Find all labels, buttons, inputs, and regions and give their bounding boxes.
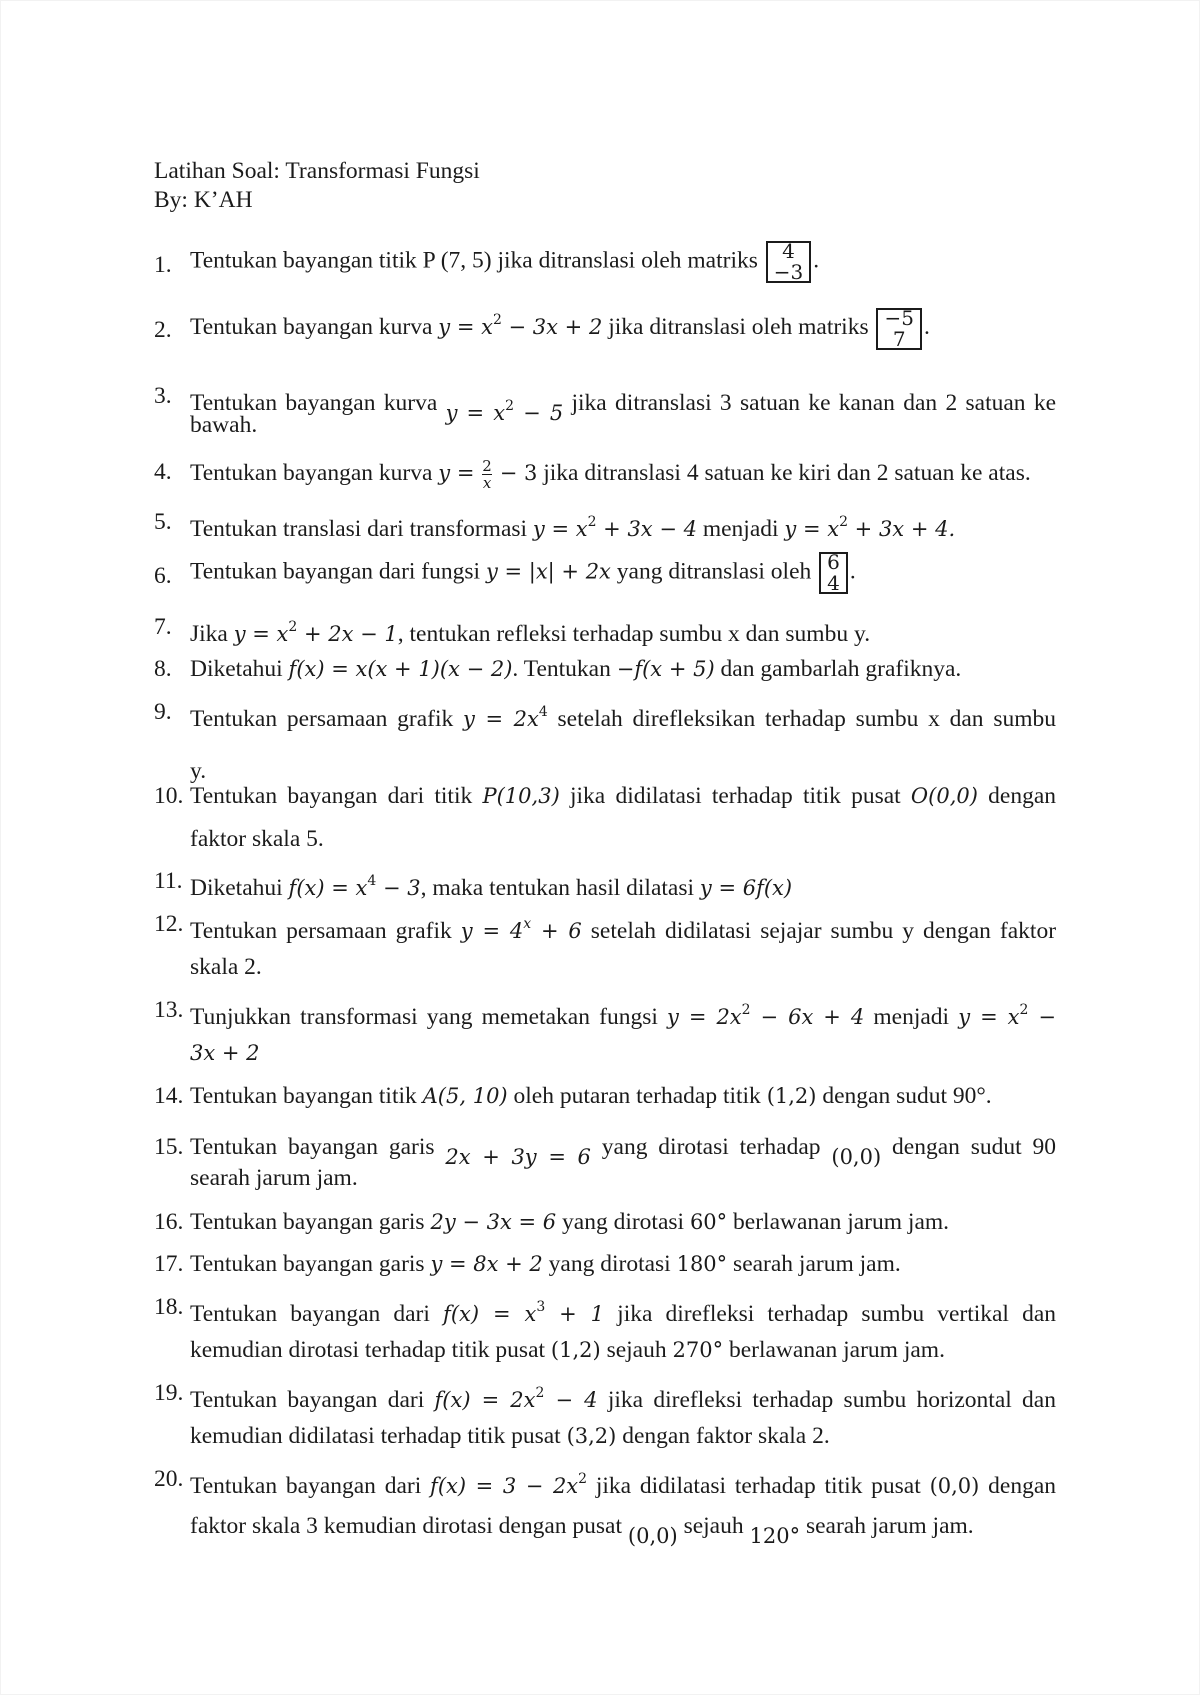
math-expression: A(5, 10) xyxy=(422,1084,508,1108)
question-16 xyxy=(190,1208,949,1236)
math-expression: $y = x^2$ − xyxy=(958,1002,1057,1029)
item-number: 11. xyxy=(154,868,183,894)
question-text: Tentukan bayangan kurva xyxy=(190,390,438,416)
math-expression: 2x + 3y = 6 xyxy=(445,1145,591,1169)
question-text: Tentukan bayangan garis xyxy=(190,1209,425,1235)
item-number: 17. xyxy=(154,1251,184,1277)
question-text: Tentukan bayangan titik P (7, 5) jika ditranslasi oleh matriks xyxy=(190,247,758,274)
math-expression: f(x) = x(x + 1)(x − 2) xyxy=(288,657,513,681)
math-expression: (0,0) xyxy=(831,1145,882,1169)
math-expression: 60° xyxy=(689,1210,728,1234)
question-text: dengan xyxy=(988,783,1057,809)
item-number: 3. xyxy=(154,383,172,409)
question-13-cont: 3x + 2 xyxy=(190,1041,260,1065)
question-text: faktor skala 3 kemudian dirotasi dengan pusat xyxy=(190,1513,623,1539)
question-14 xyxy=(190,1082,992,1110)
question-text: Tentukan bayangan dari titik xyxy=(190,783,473,809)
math-expression: (0,0) xyxy=(627,1524,678,1548)
item-number: 14. xyxy=(154,1083,184,1109)
math-expression: (1,2) xyxy=(550,1338,601,1362)
question-20-cont xyxy=(190,1512,974,1548)
question-text: kemudian dirotasi terhadap titik pusat xyxy=(190,1337,546,1363)
math-expression: $y = 2x^4$ xyxy=(463,704,548,731)
question-text: searah jarum jam. xyxy=(805,1513,974,1539)
document-title: Latihan Soal: Transformasi Fungsi xyxy=(154,158,480,184)
question-text: yang dirotasi terhadap xyxy=(601,1134,821,1160)
item-number: 4. xyxy=(154,459,172,485)
question-3-cont: bawah. xyxy=(190,412,258,438)
document-header xyxy=(154,157,480,215)
question-text: Tentukan bayangan garis xyxy=(190,1134,435,1160)
question-text: Tentukan bayangan garis xyxy=(190,1251,425,1277)
item-number: 5. xyxy=(154,509,172,535)
math-expression: y = xyxy=(438,460,475,485)
question-text: jika didilatasi terhadap titik pusat xyxy=(595,1473,921,1499)
question-6: Tentukan bayangan dari fungsi y = |x| + 2x yang ditranslasi oleh 6 4 . xyxy=(190,550,856,595)
question-text: Diketahui xyxy=(190,656,283,682)
translation-matrix: 6 4 xyxy=(819,552,848,594)
question-text: . Tentukan xyxy=(512,656,611,682)
question-text: jika didilatasi terhadap titik pusat xyxy=(570,783,901,809)
question-text: Tentukan bayangan dari xyxy=(190,1301,430,1327)
question-9 xyxy=(190,698,1056,733)
question-18 xyxy=(190,1293,1056,1328)
question-text: , maka tentukan hasil dilatasi xyxy=(420,875,695,901)
question-text: Diketahui xyxy=(190,875,283,901)
question-text: sejauh xyxy=(683,1513,744,1539)
math-expression: P(10,3) xyxy=(482,784,560,808)
question-text: berlawanan jarum jam. xyxy=(728,1337,945,1363)
question-text: jika ditranslasi oleh matriks xyxy=(608,314,869,340)
question-text: Tentukan persamaan grafik xyxy=(190,706,454,732)
question-text: menjadi xyxy=(873,1004,950,1030)
math-expression: 270° xyxy=(672,1338,724,1362)
item-number: 13. xyxy=(154,997,184,1023)
item-number: 1. xyxy=(154,252,172,278)
question-text: yang dirotasi xyxy=(548,1251,671,1277)
question-text: jika ditranslasi 3 satuan ke kanan dan 2 satuan ke xyxy=(571,390,1057,416)
question-text: Tentukan translasi dari transformasi xyxy=(190,516,528,542)
question-text: dengan faktor skala 2. xyxy=(622,1423,830,1449)
question-text: oleh putaran terhadap titik xyxy=(513,1083,761,1109)
math-expression: (1,2) xyxy=(766,1084,817,1108)
question-text: Jika xyxy=(190,621,228,647)
item-number: 6. xyxy=(154,563,172,589)
math-expression: $f(x) = 3 - 2x^2$ xyxy=(430,1471,588,1498)
question-15-cont: searah jarum jam. xyxy=(190,1165,358,1191)
question-12-cont: skala 2. xyxy=(190,954,262,980)
question-10 xyxy=(190,782,1056,810)
math-expression: 120° xyxy=(749,1524,801,1548)
question-text: menjadi xyxy=(702,516,779,542)
math-expression: $y = x^2 - 5$ xyxy=(445,398,564,425)
question-text: Tentukan bayangan dari xyxy=(190,1473,422,1499)
math-expression: (3,2) xyxy=(566,1424,617,1448)
question-text: sejauh xyxy=(606,1337,667,1363)
question-10-cont: faktor skala 5. xyxy=(190,826,324,852)
question-text: dan gambarlah grafiknya. xyxy=(720,656,962,682)
math-expression: $f(x) = 2x^2 - 4$ xyxy=(434,1385,598,1412)
question-text: searah jarum jam. xyxy=(733,1251,901,1277)
item-number: 15. xyxy=(154,1134,184,1160)
question-text: yang dirotasi xyxy=(562,1209,685,1235)
item-number: 10. xyxy=(154,783,184,809)
question-text: jika direfleksi terhadap sumbu vertikal dan xyxy=(617,1301,1057,1327)
item-number: 8. xyxy=(154,656,172,682)
question-1: Tentukan bayangan titik P (7, 5) jika ditranslasi oleh matriks 4 −3 . xyxy=(190,239,820,284)
math-expression: $y = 2x^2 - 6x + 4$ xyxy=(667,1002,865,1029)
item-number: 2. xyxy=(154,317,172,343)
math-expression: $f(x) = x^3 + 1$ xyxy=(443,1299,605,1326)
question-17 xyxy=(190,1250,901,1278)
item-number: 12. xyxy=(154,911,184,937)
math-expression: $y = x^2 + 3x - 4$ xyxy=(532,514,697,541)
question-20 xyxy=(190,1465,1056,1500)
question-text: , tentukan refleksi terhadap sumbu x dan sumbu y. xyxy=(397,621,871,647)
question-8 xyxy=(190,655,961,683)
question-text: Tentukan bayangan kurva xyxy=(190,459,433,486)
item-number: 7. xyxy=(154,614,172,640)
question-text: jika ditranslasi 4 satuan ke kiri dan 2 satuan ke atas. xyxy=(543,459,1031,486)
question-5 xyxy=(190,508,955,543)
translation-matrix: 4 −3 xyxy=(766,241,811,283)
question-4 xyxy=(190,458,1031,491)
question-text: Tentukan bayangan titik xyxy=(190,1083,417,1109)
item-number: 16. xyxy=(154,1209,184,1235)
math-expression: 180° xyxy=(676,1252,728,1276)
math-expression: y = 6f(x) xyxy=(699,876,793,900)
item-number: 9. xyxy=(154,699,172,725)
math-expression: $f(x) = x^4 - 3$ xyxy=(288,873,421,900)
math-expression: $y = 4^x + 6$ xyxy=(460,916,582,943)
question-15 xyxy=(190,1133,1056,1169)
question-text: jika direfleksi terhadap sumbu horizontal dan xyxy=(607,1387,1056,1413)
question-text: Tunjukkan transformasi yang memetakan fungsi xyxy=(190,1004,658,1030)
document-author: By: K’AH xyxy=(154,187,253,213)
question-18-cont xyxy=(190,1336,945,1364)
question-text: Tentukan bayangan kurva xyxy=(190,314,433,340)
math-expression: (0,0) xyxy=(929,1474,980,1498)
question-text: setelah direfleksikan terhadap sumbu x dan sumbu xyxy=(557,706,1057,732)
question-11 xyxy=(190,867,792,902)
question-text: berlawanan jarum jam. xyxy=(733,1209,950,1235)
question-text: Tentukan bayangan dari fungsi xyxy=(190,558,481,585)
question-9-cont: y. xyxy=(190,758,207,784)
question-text: setelah didilatasi sejajar sumbu y dengan faktor xyxy=(590,918,1057,944)
question-text: dengan sudut 90°. xyxy=(822,1083,992,1109)
math-expression: y = 8x + 2 xyxy=(430,1252,543,1276)
math-expression: O(0,0) xyxy=(910,784,978,808)
math-expression: y = |x| + 2x xyxy=(485,559,611,584)
item-number: 20. xyxy=(154,1466,184,1492)
math-expression: 2y − 3x = 6 xyxy=(430,1210,557,1234)
question-text: Tentukan persamaan grafik xyxy=(190,918,452,944)
question-7 xyxy=(190,613,870,648)
item-number: 18. xyxy=(154,1294,184,1320)
question-text: yang ditranslasi oleh xyxy=(616,558,812,585)
question-text: kemudian didilatasi terhadap titik pusat xyxy=(190,1423,561,1449)
math-expression: $y = x^2 - 3x + 2$ xyxy=(438,312,603,339)
question-2: Tentukan bayangan kurva $y = x^2 - 3x + 2$ jika ditranslasi oleh matriks −5 7 . xyxy=(190,305,930,351)
question-text: dengan xyxy=(988,1473,1057,1499)
math-expression: −f(x + 5) xyxy=(616,657,715,681)
question-text: dengan sudut 90 xyxy=(892,1134,1056,1160)
question-text: Tentukan bayangan dari xyxy=(190,1387,425,1413)
question-12 xyxy=(190,910,1056,945)
math-expression: $y = x^2 + 2x - 1$ xyxy=(233,619,398,646)
translation-matrix: −5 7 xyxy=(876,308,921,350)
math-expression: − 3 xyxy=(499,460,538,485)
question-13 xyxy=(190,996,1056,1031)
fraction: $\frac{2}{x}$ xyxy=(482,457,492,492)
question-19 xyxy=(190,1379,1056,1414)
math-expression: $y = x^2 + 3x + 4$. xyxy=(784,514,956,541)
item-number: 19. xyxy=(154,1380,184,1406)
question-19-cont xyxy=(190,1422,830,1450)
